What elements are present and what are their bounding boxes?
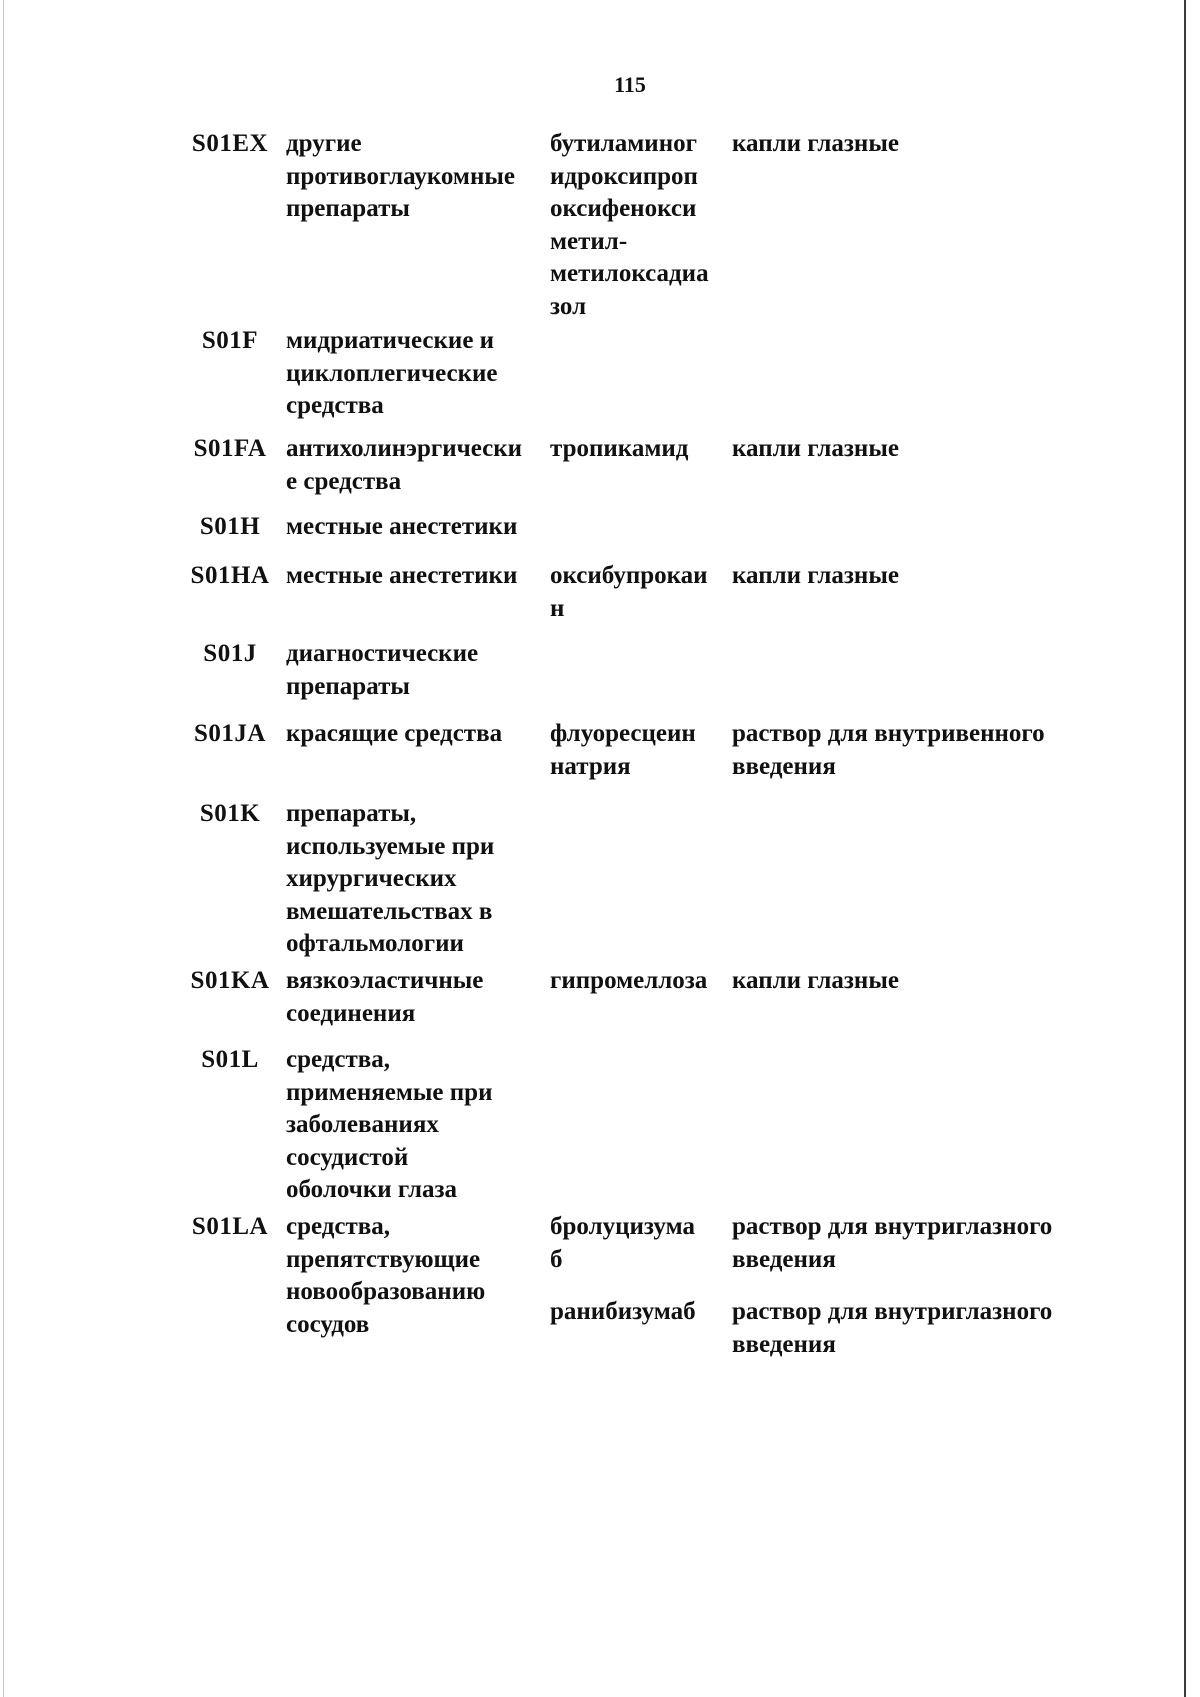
drug-text-line: гипромеллоза [550, 967, 708, 994]
dosage-forms [732, 560, 1092, 593]
drug-text-line: ранибизумаб [550, 1298, 696, 1325]
group-text-line: сосудистой [286, 1143, 409, 1171]
dosage-forms [732, 965, 1092, 998]
group-text-line: сосудов [286, 1310, 370, 1338]
drug-name [550, 433, 730, 466]
drug-names [550, 718, 730, 783]
atc-code: S01KA [190, 967, 270, 994]
dosage-forms [732, 1211, 1092, 1361]
form-text-line: введения [732, 1330, 836, 1358]
drug-text-line: н [550, 594, 565, 622]
pharmacological-group [286, 638, 548, 703]
group-text-line: соединения [286, 999, 416, 1027]
group-text-line: е средства [286, 467, 402, 495]
drug-text-line: зол [550, 292, 587, 320]
atc-code: S01EX [191, 130, 269, 157]
form-text-line: капли глазные [732, 562, 899, 589]
drug-name [550, 128, 730, 323]
form-text-line: капли глазные [732, 967, 899, 994]
group-text-line: другие [286, 130, 362, 157]
drug-names [550, 965, 730, 998]
group-text-line: препараты [286, 672, 410, 700]
scan-edge-right [1184, 0, 1186, 1697]
dosage-form [732, 560, 1092, 593]
atc-code: S01LA [191, 1213, 269, 1240]
drug-name [550, 718, 730, 783]
atc-code: S01F [201, 327, 259, 354]
form-text-line: введения [732, 1245, 836, 1273]
group-text-line: офтальмологии [286, 930, 464, 957]
group-text-line: циклоплегические [286, 359, 498, 387]
dosage-forms [732, 128, 1092, 161]
group-text-line: хирургических [286, 865, 457, 892]
pharmacological-group [286, 1211, 548, 1341]
drug-text-line: метил- [550, 227, 628, 255]
group-text-line: препятствующие [286, 1245, 481, 1273]
dosage-form [732, 1296, 1092, 1361]
pharmacological-group [286, 128, 548, 226]
atc-code: S01L [201, 1046, 259, 1073]
group-text-line: вязкоэластичные [286, 967, 484, 994]
group-text-line: диагностические [286, 640, 479, 667]
form-text-line: капли глазные [732, 435, 899, 462]
drug-text-line: метилоксадиа [550, 260, 709, 287]
group-text-line: заболеваниях [286, 1111, 439, 1138]
form-text-line: капли глазные [732, 130, 899, 157]
dosage-form [732, 433, 1092, 466]
pharmacological-group [286, 965, 548, 1030]
drug-text-line: тропикамид [550, 435, 689, 462]
atc-code: S01FA [193, 435, 267, 462]
group-text-line: новообразованию [286, 1278, 486, 1305]
pharmacological-group [286, 560, 548, 593]
drug-text-line: оксибупрокаи [550, 562, 708, 589]
atc-code: S01K [199, 800, 261, 827]
dosage-forms [732, 433, 1092, 466]
group-text-line: антихолинэргически [286, 435, 523, 462]
group-text-line: местные анестетики [286, 513, 518, 540]
pharmacological-group [286, 325, 548, 423]
group-text-line: средства, [286, 1046, 391, 1073]
group-text-line: препараты, [286, 800, 417, 827]
drug-names [550, 1211, 730, 1329]
drug-names [550, 128, 730, 323]
group-text-line: препараты [286, 195, 410, 222]
group-text-line: используемые при [286, 832, 495, 860]
atc-code: S01HA [190, 562, 270, 589]
pharmacological-group [286, 798, 548, 961]
page-number: 115 [614, 72, 646, 97]
group-text-line: местные анестетики [286, 562, 518, 589]
drug-text-line: бролуцизума [550, 1213, 695, 1240]
atc-code: S01JA [194, 720, 266, 747]
pharmacological-group [286, 718, 548, 751]
group-text-line: мидриатические и [286, 327, 495, 354]
drug-name [550, 560, 730, 625]
drug-name [550, 1211, 730, 1296]
pharmacological-group [286, 511, 548, 544]
group-text-line: средства [286, 392, 384, 419]
dosage-form [732, 128, 1092, 161]
form-text-line: введения [732, 752, 836, 780]
drug-text-line: натрия [550, 752, 631, 780]
drug-names [550, 433, 730, 466]
group-text-line: применяемые при [286, 1078, 493, 1106]
form-text-line: раствор для внутриглазного [732, 1298, 1053, 1325]
form-text-line: раствор для внутриглазного [732, 1213, 1053, 1240]
scan-edge-left [3, 0, 4, 1697]
drug-name [550, 1296, 730, 1329]
drug-text-line: идроксипроп [550, 162, 698, 190]
dosage-form [732, 965, 1092, 998]
form-text-line: раствор для внутривенного [732, 720, 1045, 747]
group-text-line: средства, [286, 1213, 391, 1240]
atc-code: S01H [199, 513, 261, 540]
pharmacological-group [286, 1044, 548, 1207]
group-text-line: красящие средства [286, 720, 503, 747]
atc-code: S01J [203, 640, 257, 667]
drug-text-line: б [550, 1245, 563, 1273]
drug-text-line: бутиламиног [550, 130, 697, 157]
dosage-forms [732, 718, 1092, 783]
drug-name [550, 965, 730, 998]
drug-names [550, 560, 730, 625]
pharmacological-group [286, 433, 548, 498]
drug-text-line: флуоресцеин [550, 720, 696, 747]
drug-text-line: оксифенокси [550, 195, 697, 222]
group-text-line: вмешательствах в [286, 897, 493, 925]
dosage-form [732, 1211, 1092, 1296]
dosage-form [732, 718, 1092, 783]
group-text-line: противоглаукомные [286, 162, 515, 190]
group-text-line: оболочки глаза [286, 1176, 458, 1203]
